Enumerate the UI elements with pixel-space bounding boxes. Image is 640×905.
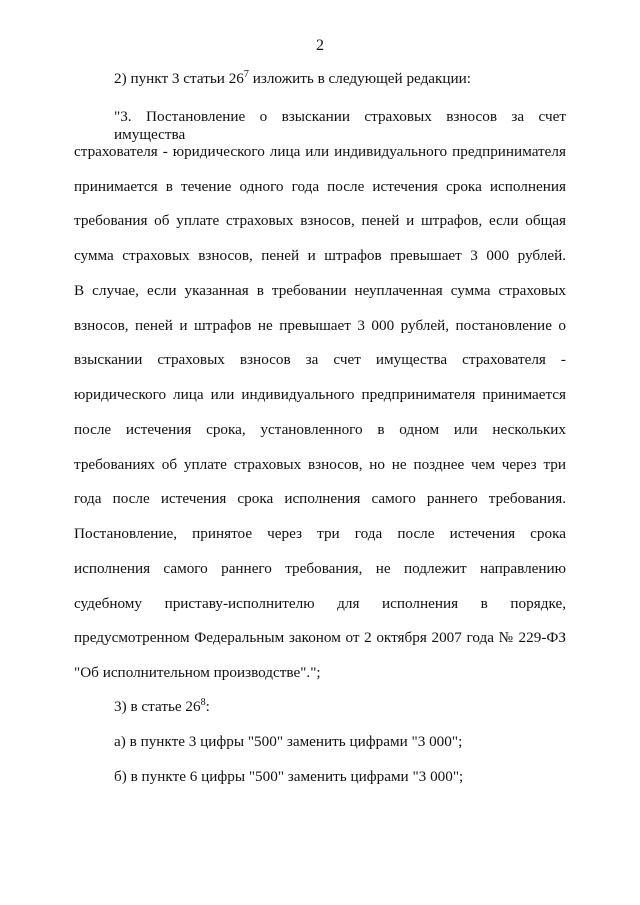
quote-line: В случае, если указанная в требовании неуплаченная сумма страховых [74,282,566,299]
quote-line: взносов, пеней и штрафов не превышает 3 000 рублей, постановление о [74,317,566,334]
item-2-heading [114,70,471,88]
quote-line: взыскании страховых взносов за счет имущества страхователя - [74,351,566,368]
item-2-text: 2) пункт 3 статьи 26 [114,70,244,87]
quote-line-last: "Об исполнительном производстве"."; [74,664,321,681]
item-3-heading [114,698,210,716]
quote-line: предусмотренном Федеральным законом от 2 октября 2007 года № 229-ФЗ [74,629,566,646]
quote-line: Постановление, принятое через три года после истечения срока [74,525,566,542]
quote-line: после истечения срока, установленного в одном или нескольких [74,421,566,438]
quote-line: года после истечения срока исполнения самого раннего требования. [74,490,566,507]
item-3a: а) в пункте 3 цифры "500" заменить цифрами "3 000"; [114,733,463,750]
item-2-superscript: 7 [243,69,249,80]
item-2-text-end: изложить в следующей редакции: [248,70,472,87]
item-3b: б) в пункте 6 цифры "500" заменить цифрами "3 000"; [114,768,464,785]
quote-line: судебному приставу-исполнителю для исполнения в порядке, [74,595,566,612]
item-3-text: 3) в статье 26 [114,698,201,715]
quote-line: требованиях об уплате страховых взносов, но не позднее чем через три [74,456,566,473]
quote-line: "3. Постановление о взыскании страховых взносов за счет имущества [114,108,566,143]
item-3-text-end: : [205,698,210,715]
quote-line: принимается в течение одного года после истечения срока исполнения [74,178,566,195]
quote-line: сумма страховых взносов, пеней и штрафов превышает 3 000 рублей. [74,247,566,264]
quote-line: страхователя - юридического лица или индивидуального предпринимателя [74,143,566,160]
page-number: 2 [316,37,324,54]
quote-line: юридического лица или индивидуального предпринимателя принимается [74,386,566,403]
quote-line: требования об уплате страховых взносов, пеней и штрафов, если общая [74,212,566,229]
item-3-superscript: 8 [200,697,206,708]
quote-line: исполнения самого раннего требования, не подлежит направлению [74,560,566,577]
